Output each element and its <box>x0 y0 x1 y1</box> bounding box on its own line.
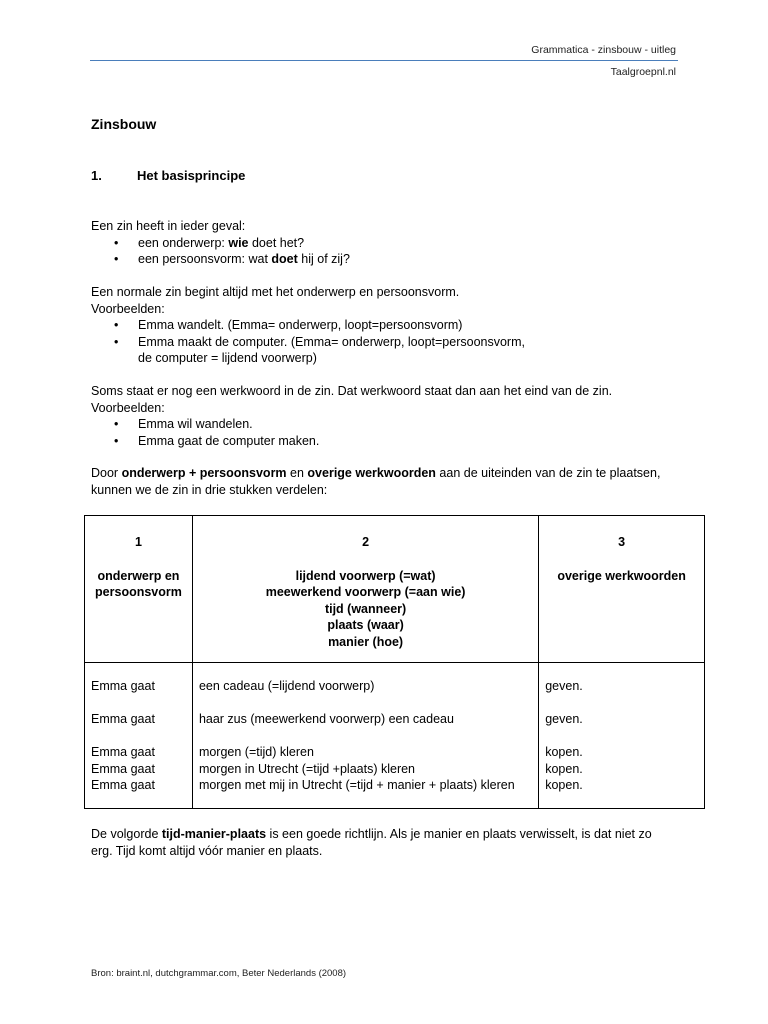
split-text: Door <box>91 466 122 480</box>
footer-source: Bron: braint.nl, dutchgrammar.com, Beter Nederlands (2008) <box>91 968 347 979</box>
list-item: • Emma wil wandelen. <box>91 416 691 433</box>
closing-text: is een goede richtlijn. Als je manier en plaats verwisselt, is dat niet zo <box>266 827 652 841</box>
table-body-row <box>85 663 705 809</box>
intro-list <box>91 235 691 268</box>
split-bold: onderwerp + persoonsvorm <box>121 466 287 480</box>
list-item: • Emma gaat de computer maken. <box>91 433 691 450</box>
normal-line1: Een normale zin begint altijd met het onderwerp en persoonsvorm. <box>91 285 460 299</box>
intro-text: Een zin heeft in ieder geval: <box>91 219 246 233</box>
normal-line2: Voorbeelden: <box>91 301 165 316</box>
table-cell: geven. <box>545 679 583 693</box>
subject-column <box>85 663 193 809</box>
table-cell: kopen. <box>545 745 583 759</box>
table-cell: Emma gaat <box>91 712 155 726</box>
list-item <box>91 251 691 268</box>
split-bold: overige werkwoorden <box>307 466 436 480</box>
list-item <box>91 235 691 252</box>
header-line: onderwerp en <box>97 568 180 583</box>
table-cell: Emma gaat <box>91 679 155 693</box>
table-cell: Emma gaat <box>91 778 155 792</box>
table-cell: Emma gaat <box>91 745 155 759</box>
section-number: 1. <box>91 168 102 183</box>
table-cell: kopen. <box>545 761 583 776</box>
header-site: Taalgroepnl.nl <box>610 66 676 78</box>
table-cell: morgen (=tijd) kleren <box>198 745 314 759</box>
item-text: hij of zij? <box>297 252 350 266</box>
sentence-parts-table <box>84 515 705 809</box>
table-cell: een cadeau (=lijdend voorwerp) <box>198 679 375 693</box>
header-line: meewerkend voorwerp (=aan wie) <box>265 585 466 599</box>
extra-line2: Voorbeelden: <box>91 400 165 415</box>
intro-block <box>91 218 691 268</box>
table-cell: haar zus (meewerkend voorwerp) een cadeau <box>198 712 454 726</box>
verb-column <box>539 663 705 809</box>
table-cell: morgen in Utrecht (=tijd +plaats) kleren <box>198 761 416 776</box>
extra-list <box>91 416 691 449</box>
normal-block <box>91 284 691 367</box>
header-line: tijd (wanneer) <box>324 601 407 616</box>
header-cell-1 <box>85 516 193 663</box>
table-cell: morgen met mij in Utrecht (=tijd + manier + plaats) kleren <box>198 778 515 792</box>
column-number: 2 <box>362 535 370 549</box>
table-cell: Emma gaat <box>91 761 155 776</box>
item-text: een onderwerp: <box>138 235 229 250</box>
table-cell: kopen. <box>545 778 583 792</box>
page-title: Zinsbouw <box>91 116 157 132</box>
closing-line2: erg. Tijd komt altijd vóór manier en plaats. <box>91 843 323 858</box>
closing-line1 <box>91 826 691 843</box>
header-line: lijdend voorwerp (=wat) <box>295 568 436 583</box>
extra-line1: Soms staat er nog een werkwoord in de zin. Dat werkwoord staat dan aan het eind van de zin. <box>91 384 613 398</box>
split-text: en <box>286 466 308 480</box>
split-line2: kunnen we de zin in drie stukken verdelen: <box>91 482 328 497</box>
normal-list <box>91 317 691 367</box>
split-block <box>91 465 691 498</box>
item-text: Emma maakt de computer. (Emma= onderwerp, loopt=persoonsvorm, <box>138 334 525 349</box>
header-divider <box>90 60 678 61</box>
section-title: Het basisprincipe <box>137 168 246 183</box>
table-cell: geven. <box>545 712 583 726</box>
table-header-row <box>85 516 705 663</box>
list-item: • Emma wandelt. (Emma= onderwerp, loopt=persoonsvorm) <box>91 317 691 334</box>
list-item <box>91 334 691 367</box>
header-line: persoonsvorm <box>95 585 182 599</box>
middle-column <box>192 663 538 809</box>
header-title: Grammatica - zinsbouw - uitleg <box>531 44 676 56</box>
closing-bold: tijd-manier-plaats <box>161 827 267 841</box>
split-line1 <box>91 465 691 482</box>
header-cell-2 <box>192 516 538 663</box>
header-line: overige werkwoorden <box>557 568 686 583</box>
section-heading <box>91 168 245 183</box>
item-continuation: de computer = lijdend voorwerp) <box>138 351 317 365</box>
column-number: 1 <box>134 535 142 549</box>
column-number: 3 <box>618 535 626 549</box>
item-bold: doet <box>271 252 298 266</box>
header-cell-3 <box>539 516 705 663</box>
extra-block <box>91 383 691 449</box>
header-line: manier (hoe) <box>328 634 404 649</box>
header-line: plaats (waar) <box>327 618 404 632</box>
split-text: aan de uiteinden van de zin te plaatsen, <box>435 466 661 480</box>
closing-block <box>91 826 691 859</box>
item-bold: wie <box>228 235 249 250</box>
item-text: een persoonsvorm: wat <box>138 252 272 266</box>
item-text: doet het? <box>248 235 305 250</box>
closing-text: De volgorde <box>91 827 162 841</box>
